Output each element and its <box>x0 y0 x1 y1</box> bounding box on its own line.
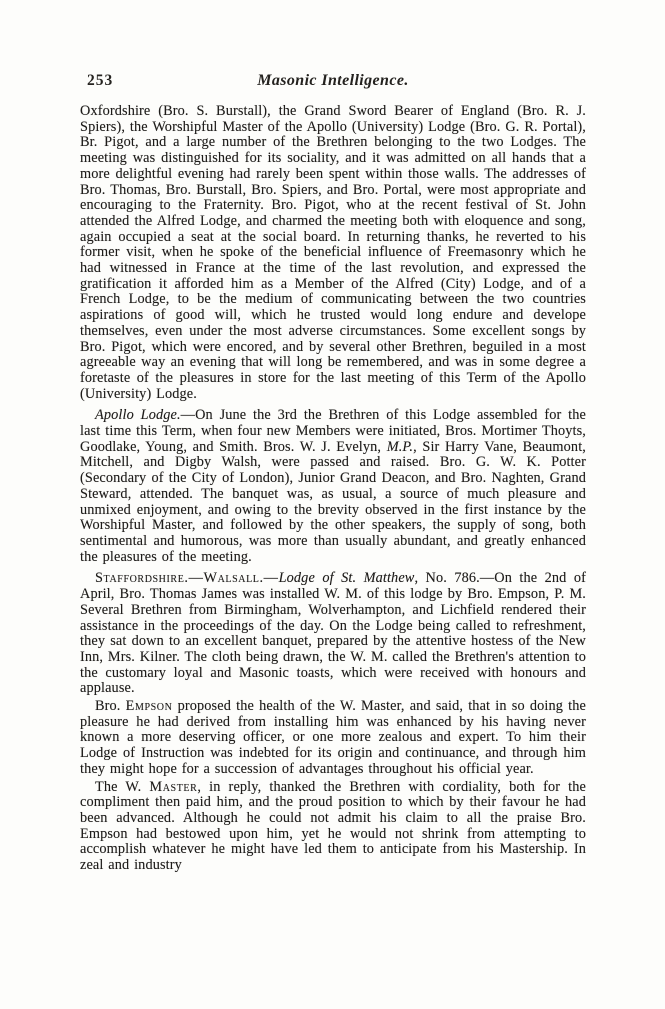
text-segment: The W. <box>95 778 150 795</box>
speaker-name-smallcaps: Empson <box>125 698 173 715</box>
mp-title-italic: M.P. <box>386 438 414 455</box>
page-header <box>80 72 586 92</box>
text-segment: Bro. <box>95 698 126 715</box>
text-segment: —On June the 3rd the Brethren of this Lodge assembled for the last time this Term, when four new Members were initiated, Bros. Mortimer Thoyts, Goodlake, Young, and Smith. Bros. W. J. Evelyn, <box>80 407 586 455</box>
lodge-name-lead-italic: Apollo Lodge. <box>95 407 181 424</box>
page-number: 253 <box>87 72 114 89</box>
text-segment: , No. 786.—On the 2nd of April, Bro. Thomas James was installed W. M. of this lodge by Bro. Empson, P. M. Several Brethren from Birmingham, Wolverhampton, and Lichfield rendered their assistance in the proceedings of the day. On the Lodge being called to refreshment, they sat down to an excellent banquet, prepared by the attentive hostess of the New Inn, Mrs. Kilner. The cloth being drawn, the W. M. called the Brethren's attention to the customary loyal and Masonic toasts, which were received with honours and applause. <box>80 570 586 697</box>
page-content <box>80 72 586 874</box>
paragraph-staffordshire-walsall <box>80 571 586 697</box>
article-body <box>80 104 586 874</box>
text-segment: Oxfordshire (Bro. S. Burstall), the Grand Sword Bearer of England (Bro. R. J. Spiers), the Worshipful Master of the Apollo (University) Lodge (Bro. G. R. Portal), Br. Pigot, and a large number of the Brethren belonging to the two Lodges. The meeting was distinguished for its sociality, and it was admitted on all hands that a more delightful evening had rarely been spent within those walls. The addresses of Bro. Thomas, Bro. Burstall, Bro. Spiers, and Bro. Portal, were most appropriate and encouraging to the Fraternity. Bro. Pigot, who at the recent festival of St. John attended the Alfred Lodge, and charmed the meeting both with eloquence and song, again occupied a seat at the social board. In returning thanks, he reverted to his former visit, when he spoke of the beneficial influence of Freemasonry which he had witnessed in France at the time of the last revolution, and expressed the gratification it afforded him as a Member of the Alfred (City) Lodge, and of a French Lodge, to be the medium of communicating between the two countries aspirations of good will, which he trusted would long endure and develope themselves, even under the most adverse circumstances. Some excellent songs by Bro. Pigot, which were encored, and by several other Brethren, beguiled in a most agreeable way an evening that will long be remembered, and was in some degree a foretaste of the pleasures in store for the last meeting of this Term of the Apollo (University) Lodge. <box>80 103 586 402</box>
lodge-name-italic: Lodge of St. Matthew <box>278 570 415 587</box>
text-segment: proposed the health of the W. Master, and said, that in so doing the pleasure he had derived from installing him was enhanced by his having never known a more deserving officer, or one more zealous and expert. To him their Lodge of Instruction was indebted for its origin and continuance, and through him they might hope for a succession of advantages throughout his official year. <box>80 698 587 777</box>
text-segment: , in reply, thanked the Brethren with cordiality, both for the compliment then paid him, and the proud position to which by their favour he had been advanced. Although he could not admit his claim to all the praise Bro. Empson had bestowed upon him, yet he would not shrink from attempting to accomplish whatever he might have led them to anticipate from his Mastership. In zeal and industry <box>80 778 586 874</box>
paragraph-oxfordshire-continuation <box>80 104 586 402</box>
text-segment: , Sir Harry Vane, Beaumont, Mitchell, and Digby Walsh, were passed and raised. Bro. G. W. K. Potter (Secondary of the City of London), Junior Grand Deacon, and Bro. Naghten, Grand Steward, attended. The banquet was, as usual, a source of much pleasure and unmixed enjoyment, and owing to the brevity observed in the first instance by the Worshipful Master, and followed by the other speakers, the supply of song, both sentimental and humorous, was more than usually abundant, and greatly enhanced the pleasures of the meeting. <box>80 438 586 565</box>
county-town-smallcaps: Staffordshire.—Walsall.— <box>95 570 279 587</box>
paragraph-master-reply <box>80 780 586 874</box>
speaker-name-smallcaps: Master <box>149 778 198 795</box>
running-title: Masonic Intelligence. <box>257 72 409 89</box>
paragraph-apollo-lodge <box>80 408 586 565</box>
paragraph-empson-toast <box>80 699 586 778</box>
